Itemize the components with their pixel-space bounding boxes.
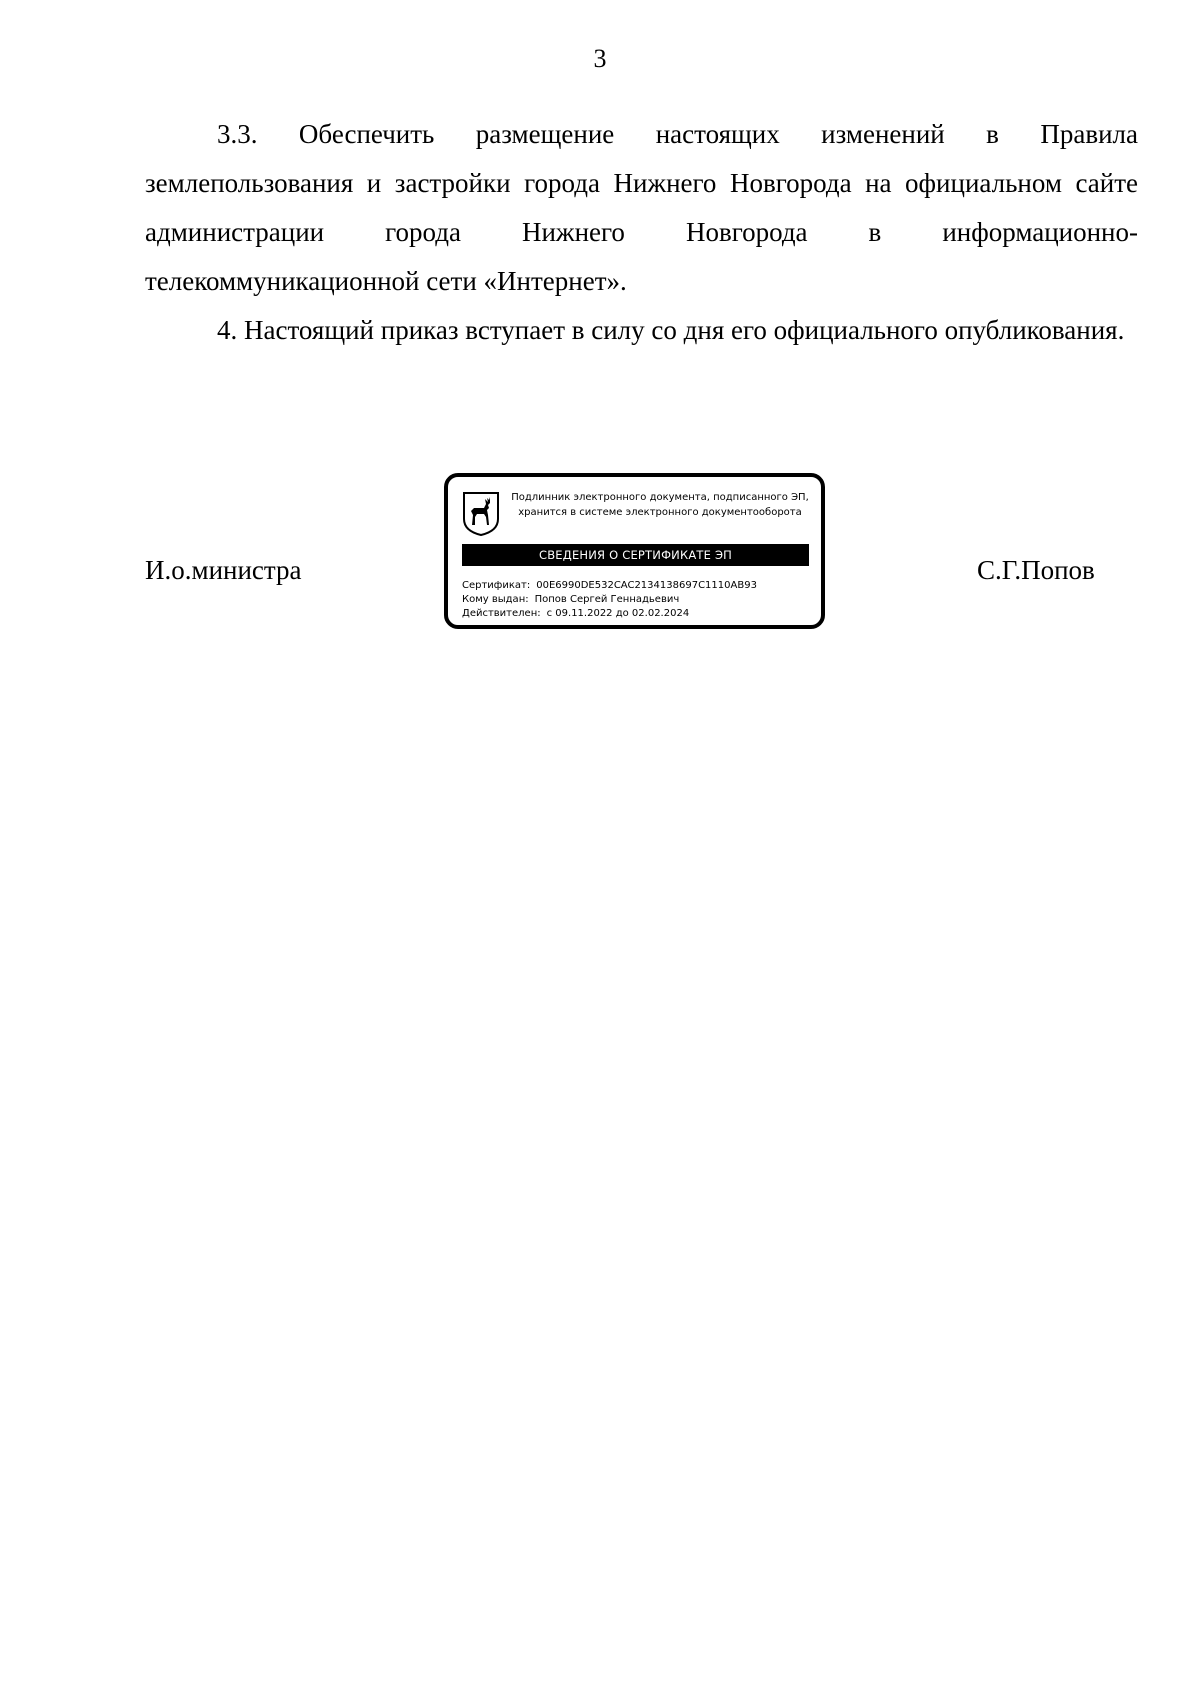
coat-of-arms-icon bbox=[462, 491, 500, 537]
paragraph-3-3 bbox=[145, 110, 1138, 306]
issued-label: Кому выдан: bbox=[462, 594, 529, 605]
signer-title: И.о.министра bbox=[145, 555, 302, 585]
paragraph-3-3-text: 3.3. Обеспечить размещение настоящих изменений в Правила землепользования и застройки города Нижнего Новгорода на официальном сайте администрации города Нижнего Новгорода в информационно-телекоммуникационной сети «Интернет». bbox=[145, 119, 1138, 296]
stamp-issued-row bbox=[462, 593, 757, 607]
valid-label: Действителен: bbox=[462, 608, 541, 619]
paragraph-4 bbox=[145, 306, 1138, 355]
paragraph-4-text: 4. Настоящий приказ вступает в силу со дня его официального опубликования. bbox=[217, 315, 1125, 345]
certificate-value: 00E6990DE532CAC2134138697C1110AB93 bbox=[536, 580, 757, 591]
stamp-certificate-bar: СВЕДЕНИЯ О СЕРТИФИКАТЕ ЭП bbox=[462, 544, 809, 566]
signer-name: С.Г.Попов bbox=[977, 555, 1095, 585]
issued-value: Попов Сергей Геннадьевич bbox=[534, 594, 680, 605]
electronic-signature-stamp bbox=[444, 473, 825, 629]
stamp-header: Подлинник электронного документа, подписанного ЭП, хранится в системе электронного документооборота bbox=[511, 492, 809, 518]
certificate-label: Сертификат: bbox=[462, 580, 531, 591]
stamp-certificate-row bbox=[462, 579, 757, 593]
page-number: 3 bbox=[593, 44, 607, 73]
stamp-details bbox=[462, 579, 757, 621]
stamp-valid-row bbox=[462, 607, 757, 621]
valid-value: с 09.11.2022 до 02.02.2024 bbox=[546, 608, 690, 619]
